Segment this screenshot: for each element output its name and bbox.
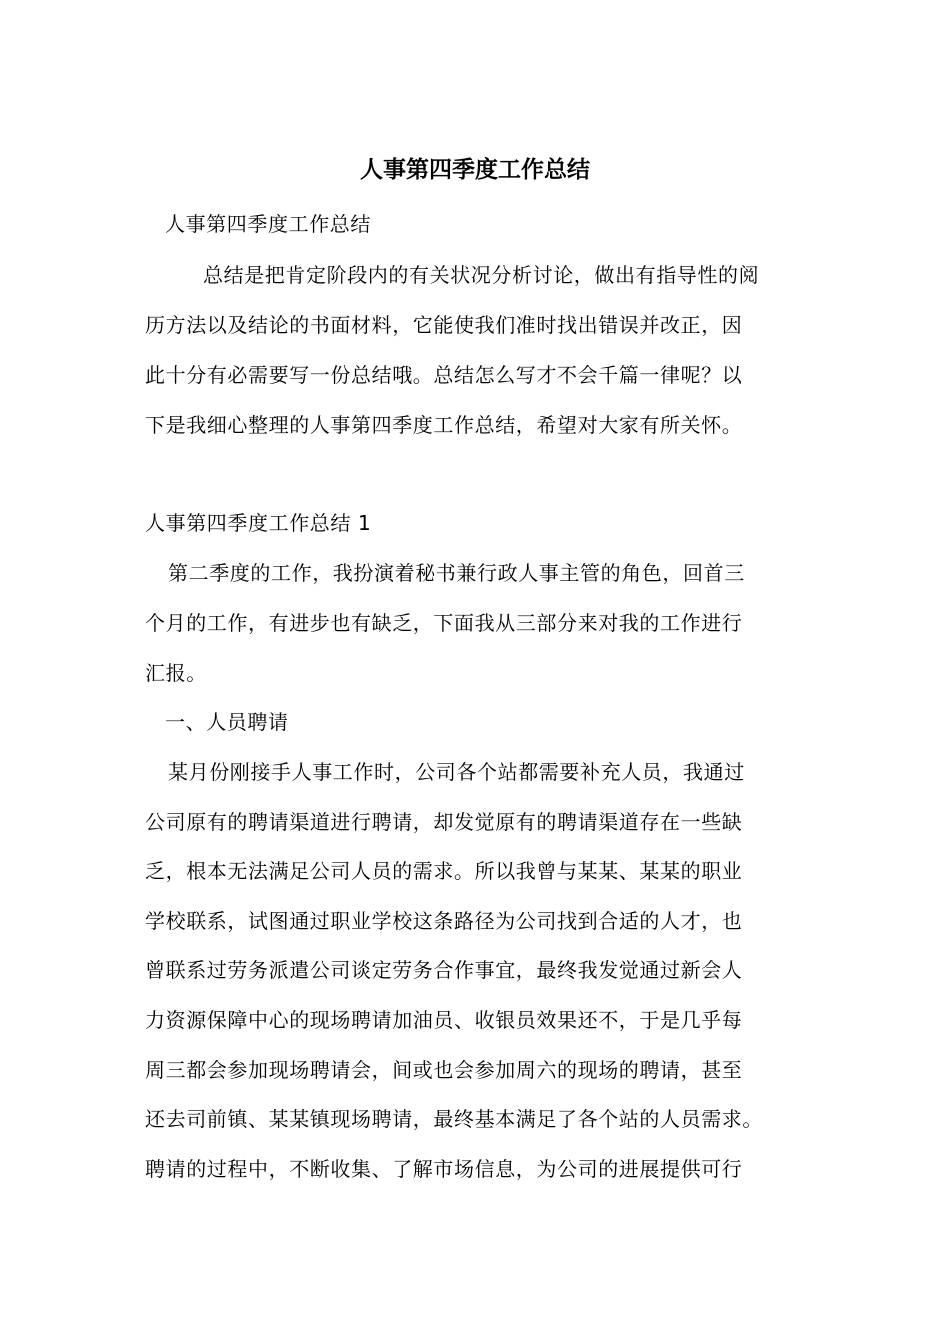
- body-line: 力资源保障中心的现场聘请加油员、收银员效果还不，于是几乎每: [145, 1008, 743, 1032]
- subsection-heading: 一、人员聘请: [165, 710, 289, 734]
- body-line: 还去司前镇、某某镇现场聘请，最终基本满足了各个站的人员需求。: [145, 1107, 763, 1131]
- body-line: 下是我细心整理的人事第四季度工作总结，希望对大家有所关怀。: [145, 413, 743, 437]
- body-line: 汇报。: [145, 661, 207, 685]
- body-line: 总结是把肯定阶段内的有关状况分析讨论，做出有指导性的阅: [203, 263, 760, 287]
- subtitle-line: 人事第四季度工作总结: [165, 212, 371, 236]
- section-heading: 人事第四季度工作总结 1: [145, 511, 372, 535]
- body-line: 公司原有的聘请渠道进行聘请，却发觉原有的聘请渠道存在一些缺: [145, 810, 743, 834]
- body-line: 乏，根本无法满足公司人员的需求。所以我曾与某某、某某的职业: [145, 859, 743, 883]
- body-line: 聘请的过程中，不断收集、了解市场信息，为公司的进展提供可行: [145, 1157, 743, 1181]
- body-line: 曾联系过劳务派遣公司谈定劳务合作事宜，最终我发觉通过新会人: [145, 958, 743, 982]
- body-line: 某月份刚接手人事工作时，公司各个站都需要补充人员，我通过: [168, 760, 745, 784]
- document-title: 人事第四季度工作总结: [360, 157, 590, 183]
- body-line: 周三都会参加现场聘请会，间或也会参加周六的现场的聘请，甚至: [145, 1058, 743, 1082]
- body-line: 历方法以及结论的书面材料，它能使我们准时找出错误并改正，因: [145, 313, 743, 337]
- body-line: 第二季度的工作，我扮演着秘书兼行政人事主管的角色，回首三: [168, 561, 745, 585]
- body-line: 个月的工作，有进步也有缺乏，下面我从三部分来对我的工作进行: [145, 611, 743, 635]
- body-line: 此十分有必需要写一份总结哦。总结怎么写才不会千篇一律呢？以: [145, 363, 743, 387]
- body-line: 学校联系，试图通过职业学校这条路径为公司找到合适的人才，也: [145, 909, 743, 933]
